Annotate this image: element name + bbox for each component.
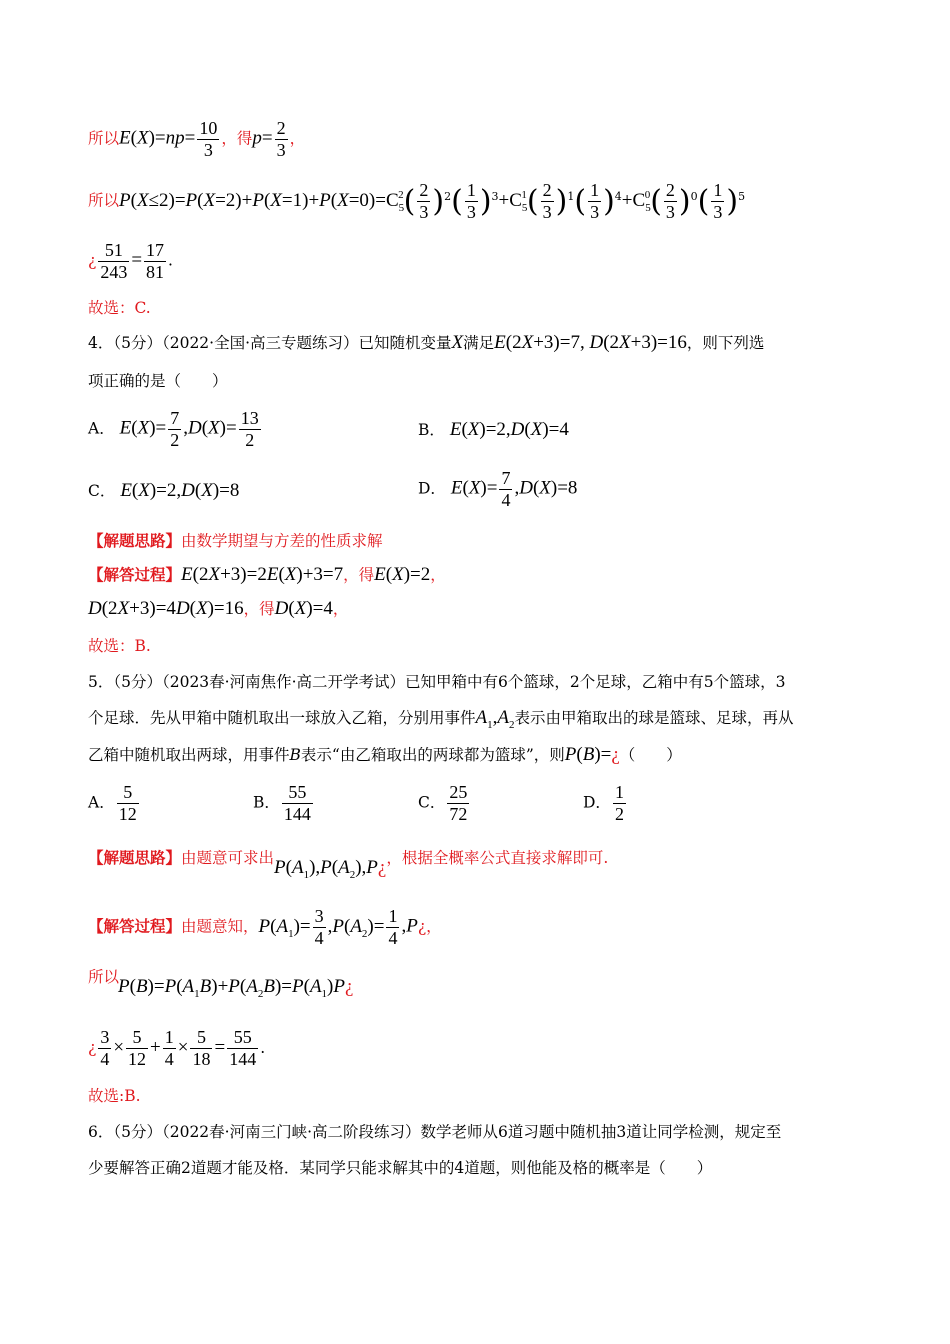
text: ，根据全概率公式直接求解即可. <box>386 849 609 867</box>
text: 由题意知， <box>181 917 259 936</box>
q4-option-b[interactable]: B． E(X)=2,D(X)=4 <box>418 419 569 440</box>
text: A． <box>88 419 115 438</box>
sol3-line1: 所以E(X)=np= $\frac{10}{3}$ ，得p= $\frac{2}{3}$ ， <box>88 118 306 160</box>
q4-idea <box>88 529 383 553</box>
text: 【解答过程】 <box>88 916 182 936</box>
text: ， <box>426 917 442 936</box>
q4-option-d[interactable]: D． E(X)= $\frac{7}{4}$ ,D(X)=8 <box>418 468 578 510</box>
text: C． <box>88 482 116 500</box>
text: C． <box>418 793 446 812</box>
q4-process-line1: 【解答过程】E(2X+3)=2E(X)+3=7，得E(X)=2， <box>88 564 446 585</box>
text: ，得 <box>343 566 375 584</box>
q4-stem-line1: 4．（5分）（2022·全国·高三专题练习）已知随机变量X满足E(2X+3)=7, D(2X+3)=16，则下列选 <box>88 332 765 353</box>
q4-option-c[interactable]: C． E(X)=2,D(X)=8 <box>88 480 240 501</box>
q5-process-line1: 【解答过程】由题意知，$P(A_1)=$ $\frac{3}{4}$ $,P(A_2)=$ $\frac{1}{4}$ ,P¿， <box>88 906 442 948</box>
text: ， <box>289 129 306 148</box>
q4-stem-line2: 项正确的是（ ） <box>88 372 228 390</box>
sol3-line3: ¿ $\frac{51}{243}$ = $\frac{17}{81}$ . <box>88 240 173 282</box>
text: ¿ <box>88 251 97 270</box>
text: 由题意可求出 <box>181 849 275 867</box>
q5-option-c[interactable]: C． $\frac{25}{72}$ <box>418 782 468 824</box>
text: A． <box>88 793 115 812</box>
text: 【解题思路】 <box>88 531 182 550</box>
text: D． <box>418 479 446 498</box>
text: D． <box>583 793 611 812</box>
text: 【解题思路】 <box>88 848 182 867</box>
q5-option-d[interactable]: D． $\frac{1}{2}$ <box>583 782 624 824</box>
text: ，则下列选 <box>686 334 765 352</box>
text: （ ） <box>619 746 682 764</box>
q5-choose: 故选:B. <box>88 1087 141 1105</box>
text: . <box>168 251 173 270</box>
q5-stem-line1: 5．（5分）（2023春·河南焦作·高二开学考试）已知甲箱中有6个篮球，2个足球，乙箱中有5个篮球，3 <box>88 673 786 691</box>
q5-process-line2 <box>88 965 119 989</box>
text: 4．（5分）（2022·全国·高三专题练习）已知随机变量 <box>88 334 452 352</box>
text: B． <box>418 421 445 439</box>
q5-stem-line3: 乙箱中随机取出两球，用事件B表示“由乙箱取出的两球都为篮球”，则P(B)=¿（ ） <box>88 744 682 765</box>
text: ，得 <box>221 129 253 148</box>
q5-stem-line2: 个足球．先从甲箱中随机取出一球放入乙箱，分别用事件$A_1,A_2$表示由甲箱取出的球是篮球、足球，再从 <box>88 707 794 731</box>
q5-option-b[interactable]: B． $\frac{55}{144}$ <box>253 782 311 824</box>
text: 所以 <box>88 191 120 210</box>
q6-stem-line2: 少要解答正确2道题才能及格．某同学只能求解其中的4道题，则他能及格的概率是（ ） <box>88 1159 713 1177</box>
q5-process-line3: ¿ $\frac{3}{4}$ × $\frac{5}{12}$ + $\frac{1}{4}$ × $\frac{5}{18}$ = $\frac{55}{144}$ . <box>88 1027 266 1069</box>
q5-process-line2-math: $P(B)=P(A_1B)+P(A_2B)=P(A_1)P¿$ <box>118 976 354 1000</box>
q5-idea: 【解题思路】由题意可求出$P(A_1),P(A_2),P¿$，根据全概率公式直接求解即可. <box>88 848 609 881</box>
text: ¿ <box>88 1038 97 1057</box>
text: 由数学期望与方差的性质求解 <box>181 532 383 550</box>
text: 表示由甲箱取出的球是篮球、足球，再从 <box>514 709 794 727</box>
q6-stem-line1: 6．（5分）（2022春·河南三门峡·高二阶段练习）数学老师从6道习题中随机抽3道让同学检测，规定至 <box>88 1123 782 1141</box>
text: B． <box>253 793 280 812</box>
q4-process-line2: D(2X+3)=4D(X)=16，得D(X)=4， <box>88 598 349 619</box>
q4-choose: 故选：B. <box>88 637 151 655</box>
text: 满足 <box>463 334 495 352</box>
text: 所以 <box>88 968 120 986</box>
text: ， <box>430 566 446 584</box>
q5-option-a[interactable]: A． $\frac{5}{12}$ <box>88 782 137 824</box>
text: 【解答过程】 <box>88 565 182 584</box>
text: ，得 <box>243 600 275 618</box>
text: 表示“由乙箱取出的两球都为篮球”，则 <box>300 746 565 764</box>
text: ， <box>332 600 349 618</box>
sol3-line2: 所以$P(X\le 2)=P(X=2)+P(X=1)+P(X=0)=C_5^2$( $\frac{2}{3}$ )$^2$( $\frac{1}{3}$ )$^3+C_5^1$( $\frac{2}{3}$ )$^1$( $\frac{1}{3}$ )$^4+C_5^0$( $\frac{2}{3}$ )$^0$( $\frac{1}{3}$ )$^5$ <box>88 180 746 222</box>
text: 个足球．先从甲箱中随机取出一球放入乙箱，分别用事件 <box>88 709 476 727</box>
sol3-choose: 故选：C. <box>88 299 151 317</box>
q4-option-a[interactable]: A． E(X)= $\frac{7}{2}$ ,D(X)= $\frac{13}{2}$ <box>88 408 259 450</box>
text: 乙箱中随机取出两球，用事件 <box>88 746 290 764</box>
text: 所以 <box>88 129 120 148</box>
text: . <box>260 1038 266 1057</box>
